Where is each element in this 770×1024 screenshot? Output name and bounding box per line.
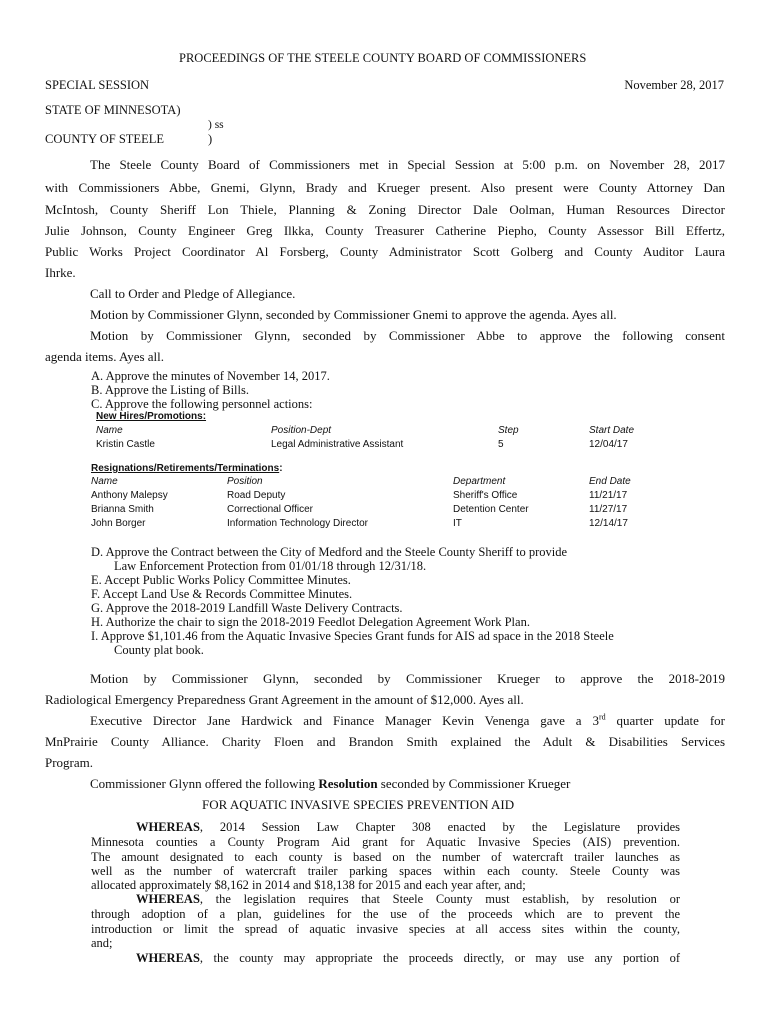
table-cell: Road Deputy [227,490,286,501]
whereas-line: Minnesota counties a County Program Aid grant for Aquatic Invasive Species (AIS) prevention. [91,835,680,849]
whereas-line: The amount designated to each county is based on the number of watercraft trailer launches as [91,850,680,864]
column-header: End Date [589,476,631,487]
table-cell: 5 [498,439,504,450]
intro-line: Julie Johnson, County Engineer Greg Ilkka, County Treasurer Catherine Piepho, County Assessor Bill Effertz, [45,223,725,238]
consent-item: G. Approve the 2018-2019 Landfill Waste Delivery Contracts. [91,601,403,615]
resignations-heading-colon: : [279,463,283,474]
resignations-heading-line [91,463,283,474]
motion-consent: Motion by Commissioner Glynn, seconded by Commissioner Abbe to approve the following consent [90,328,725,343]
whereas-keyword: WHEREAS [136,892,200,906]
column-header: Start Date [589,425,635,436]
whereas-keyword: WHEREAS [136,951,200,965]
consent-item: Law Enforcement Protection from 01/01/18 through 12/31/18. [114,559,427,573]
table-cell: IT [453,518,462,529]
document-title: PROCEEDINGS OF THE STEELE COUNTY BOARD OF COMMISSIONERS [179,51,587,65]
motion-radiological: Motion by Commissioner Glynn, seconded by Commissioner Krueger to approve the 2018-2019 [90,671,725,686]
intro-line: Ihrke. [45,265,76,280]
intro-line: with Commissioners Abbe, Gnemi, Glynn, Brady and Krueger present. Also present were County Attorney Dan [45,180,725,195]
venue-state: STATE OF MINNESOTA) [45,103,181,117]
table-cell: Correctional Officer [227,504,313,515]
whereas-text: , the legislation requires that Steele County must establish, by resolution or [199,892,680,906]
consent-item: H. Authorize the chair to sign the 2018-2019 Feedlot Delegation Agreement Work Plan. [91,615,530,629]
resolution-title: FOR AQUATIC INVASIVE SPECIES PREVENTION AID [202,797,515,812]
resignations-heading: Resignations/Retirements/Terminations [91,463,280,474]
consent-item: C. Approve the following personnel actions: [91,397,313,411]
column-header: Step [498,425,519,436]
motion-radiological: Radiological Emergency Preparedness Grant Agreement in the amount of $12,000. Ayes all. [45,692,524,707]
column-header: Name [91,476,118,487]
update-superscript: rd [598,712,606,722]
table-cell: Information Technology Director [227,518,368,529]
consent-item: County plat book. [114,643,204,657]
resolution-intro [90,776,570,792]
whereas-line [136,951,680,966]
whereas-keyword: WHEREAS [136,820,200,834]
column-header: Name [96,425,123,436]
motion-agenda: Motion by Commissioner Glynn, seconded by Commissioner Gnemi to approve the agenda. Ayes all. [90,307,617,322]
table-cell: 11/27/17 [589,504,628,515]
whereas-line: and; [91,936,113,950]
whereas-line: allocated approximately $8,162 in 2014 and $18,138 for 2015 and each year after, and; [91,878,526,892]
intro-line: The Steele County Board of Commissioners met in Special Session at 5:00 p.m. on November 28, 2017 [90,157,725,172]
session-type: SPECIAL SESSION [45,78,150,92]
update-paragraph-line: Program. [45,755,94,770]
call-to-order: Call to Order and Pledge of Allegiance. [90,286,296,301]
consent-item: D. Approve the Contract between the City of Medford and the Steele County Sheriff to provide [91,545,568,559]
column-header: Department [453,476,506,487]
column-header: Position [227,476,263,487]
venue-county-paren: ) [208,132,213,146]
table-cell: Brianna Smith [91,504,154,515]
table-cell: John Borger [91,518,146,529]
resolution-keyword: Resolution [318,776,378,791]
table-cell: 11/21/17 [589,490,628,501]
update-text: quarter update for [605,713,725,728]
update-paragraph-line: MnPrairie County Alliance. Charity Floen and Brandon Smith explained the Adult & Disabilities Services [45,734,725,749]
whereas-line: well as the number of watercraft trailer parking spaces within each county. Steele County was [91,864,680,878]
table-cell: Legal Administrative Assistant [271,439,404,450]
consent-item: B. Approve the Listing of Bills. [91,383,249,397]
whereas-line: through adoption of a plan, guidelines for the use of the proceeds which are to prevent the [91,907,680,921]
consent-item: F. Accept Land Use & Records Committee Minutes. [91,587,353,601]
table-cell: Kristin Castle [96,439,155,450]
update-text: Executive Director Jane Hardwick and Finance Manager Kevin Venenga gave a 3 [90,713,599,728]
venue-ss: ) ss [208,119,224,131]
venue-county: COUNTY OF STEELE [45,132,164,146]
consent-item: E. Accept Public Works Policy Committee Minutes. [91,573,351,587]
update-paragraph-line [90,713,725,729]
resolution-intro-text: seconded by Commissioner Krueger [377,776,571,791]
whereas-text: , 2014 Session Law Chapter 308 enacted by the Legislature provides [199,820,680,834]
consent-item: A. Approve the minutes of November 14, 2017. [91,369,330,383]
table-cell: 12/14/17 [589,518,628,529]
resolution-intro-text: Commissioner Glynn offered the following [90,776,319,791]
intro-line: Public Works Project Coordinator Al Forsberg, County Administrator Scott Golberg and County Auditor Laura [45,244,725,259]
whereas-line: introduction or limit the spread of aquatic invasive species at all access sites within the county, [91,922,680,936]
whereas-line [136,820,680,835]
whereas-text: , the county may appropriate the proceeds directly, or may use any portion of [199,951,680,965]
table-cell: Anthony Malepsy [91,490,168,501]
table-cell: Sheriff's Office [453,490,518,501]
consent-item: I. Approve $1,101.46 from the Aquatic Invasive Species Grant funds for AIS ad space in the 2018 Steele [91,629,614,643]
motion-consent: agenda items. Ayes all. [45,349,165,364]
new-hires-heading: New Hires/Promotions: [96,411,207,422]
session-date: November 28, 2017 [624,78,724,92]
whereas-line [136,892,680,907]
table-cell: 12/04/17 [589,439,628,450]
table-cell: Detention Center [453,504,529,515]
intro-line: McIntosh, County Sheriff Lon Thiele, Planning & Zoning Director Dale Oolman, Human Resources Director [45,202,725,217]
column-header: Position-Dept [271,425,332,436]
